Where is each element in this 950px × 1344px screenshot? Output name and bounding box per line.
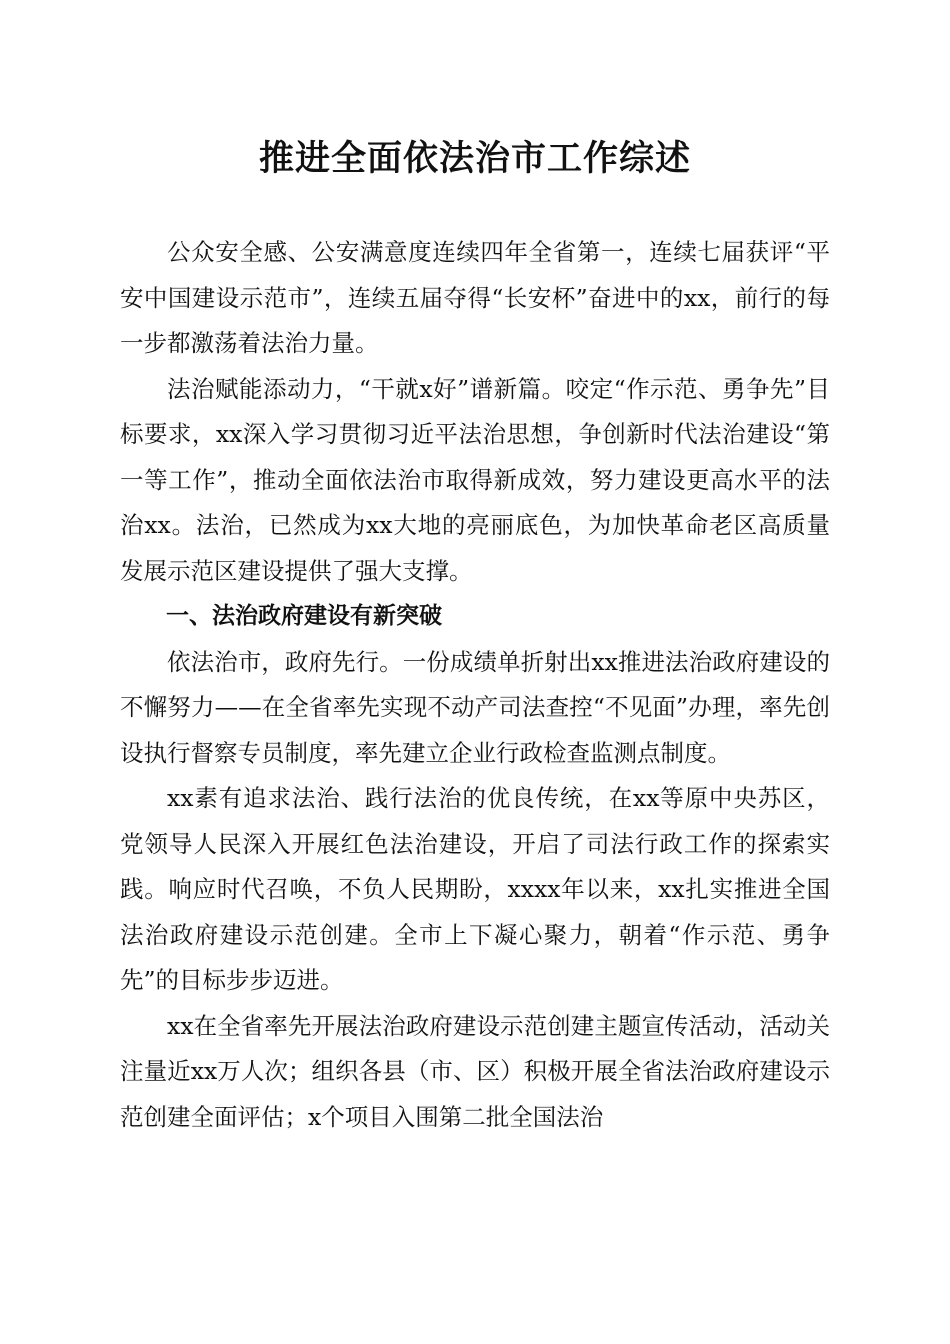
document-body (120, 230, 830, 1140)
intro-paragraph-2: 法治赋能添动力，“干就x好”谱新篇。咬定“作示范、勇争先”目标要求，xx深入学习贯彻习近平法治思想，争创新时代法治建设“第一等工作”，推动全面依法治市取得新成效，努力建设更高水平的法治xx。法治，已然成为xx大地的亮丽底色，为加快革命老区高质量发展示范区建设提供了强大支撑。 (120, 374, 830, 585)
section-1-paragraph-3: xx在全省率先开展法治政府建设示范创建主题宣传活动，活动关注量近xx万人次；组织各县（市、区）积极开展全省法治政府建设示范创建全面评估；x个项目入围第二批全国法治 (120, 1011, 830, 1131)
document-title: 推进全面依法治市工作综述 (258, 139, 691, 179)
section-1-paragraph-1: 依法治市，政府先行。一份成绩单折射出xx推进法治政府建设的不懈努力——在全省率先实现不动产司法查控“不见面”办理，率先创设执行督察专员制度，率先建立企业行政检查监测点制度。 (120, 647, 830, 767)
section-heading-1: 一、法治政府建设有新突破 (166, 603, 442, 629)
intro-paragraph-1: 公众安全感、公安满意度连续四年全省第一，连续七届获评“平安中国建设示范市”，连续五届夺得“长安杯”奋进中的xx，前行的每一步都激荡着法治力量。 (120, 238, 830, 357)
section-1-paragraph-2: xx素有追求法治、践行法治的优良传统，在xx等原中央苏区，党领导人民深入开展红色法治建设，开启了司法行政工作的探索实践。响应时代召唤，不负人民期盼，xxxx年以来，xx扎实推进全国法治政府建设示范创建。全市上下凝心聚力，朝着“作示范、勇争先”的目标步步迈进。 (120, 784, 830, 994)
